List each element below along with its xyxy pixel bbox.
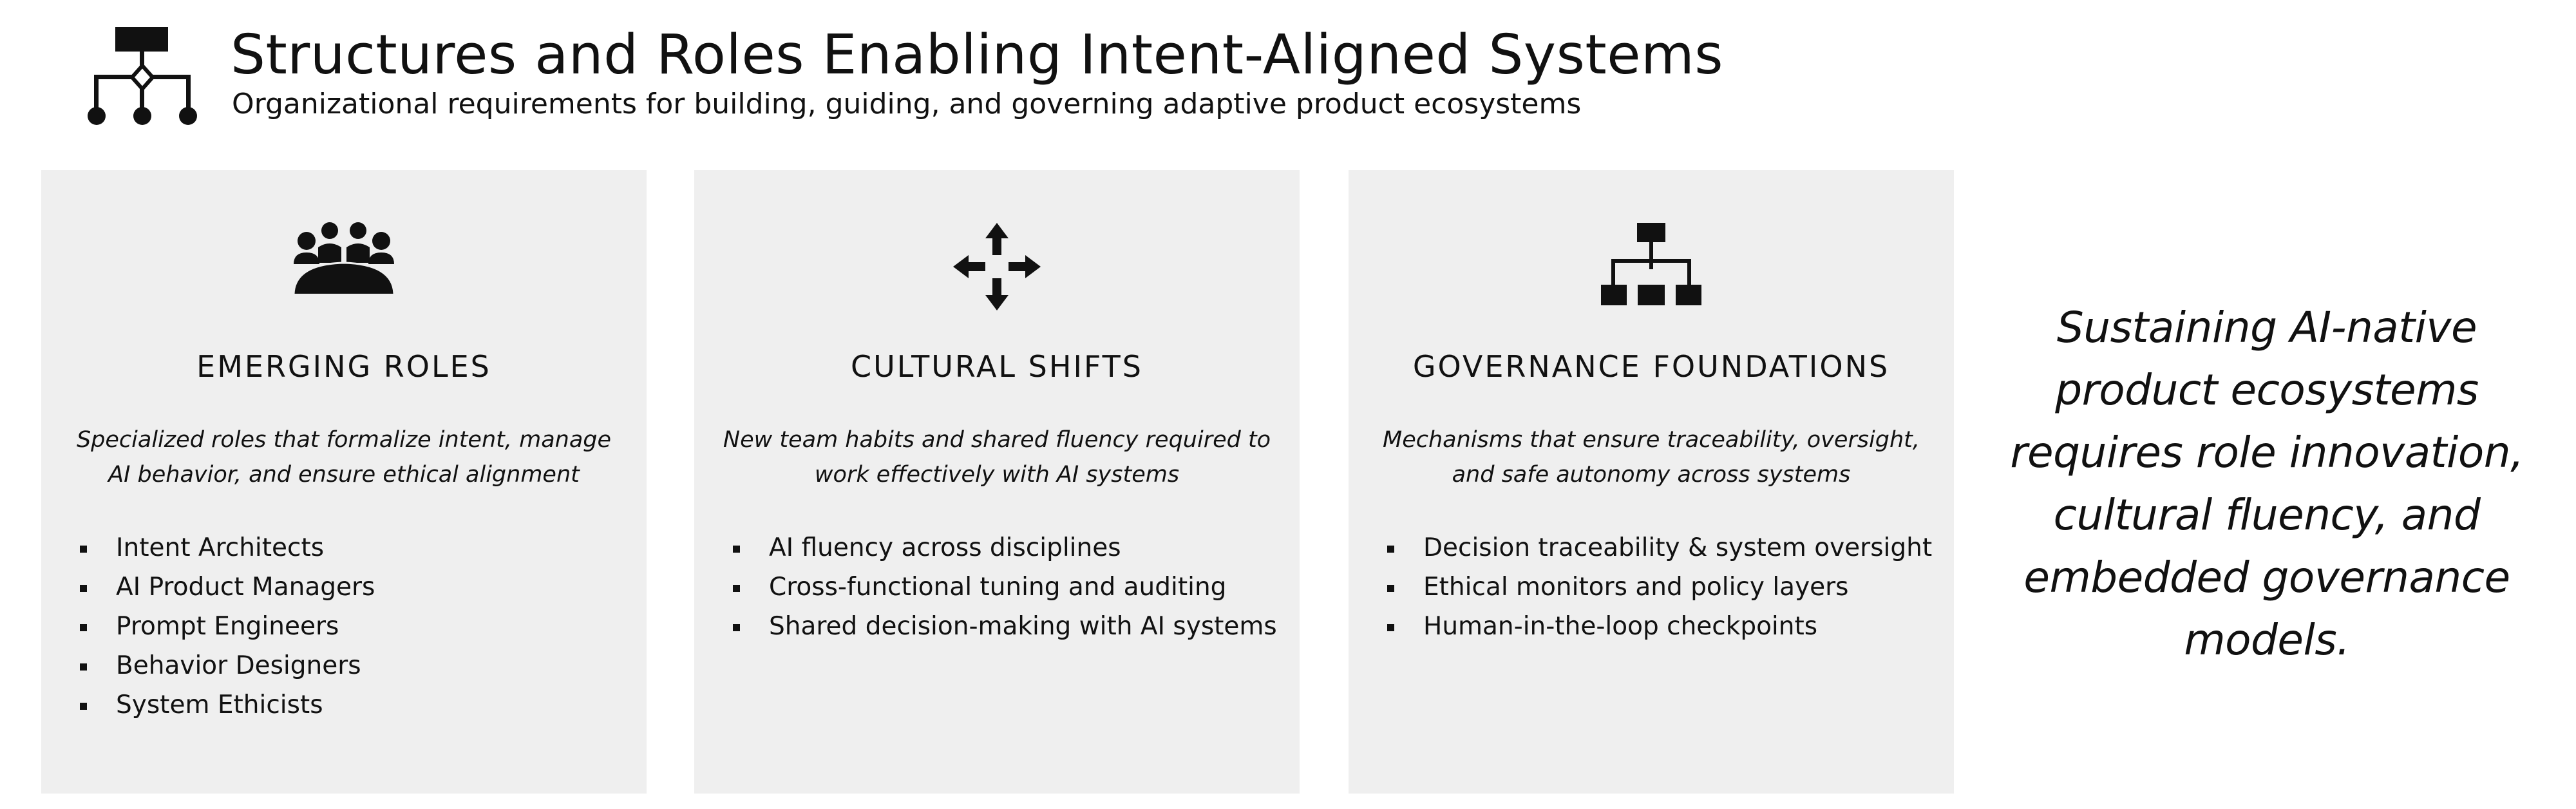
page-subtitle: Organizational requirements for building, guiding, and governing adaptive product ecosystems	[232, 88, 1582, 120]
list-item-label: Shared decision-making with AI systems	[769, 612, 1277, 641]
card-cultural-shifts	[694, 170, 1300, 794]
card-item-list	[80, 528, 634, 725]
card-emerging-roles	[41, 170, 647, 794]
list-item-label: Intent Architects	[116, 533, 325, 562]
header	[0, 0, 2576, 148]
list-item	[80, 567, 634, 607]
list-item	[1387, 607, 1941, 646]
team-group-icon	[41, 222, 647, 318]
bullet-icon	[80, 663, 87, 671]
org-chart-icon	[1349, 222, 1954, 318]
bullet-icon	[80, 546, 87, 553]
card-item-list	[733, 528, 1287, 646]
page-title: Structures and Roles Enabling Intent-Aligned Systems	[231, 23, 1724, 87]
card-title: CULTURAL SHIFTS	[851, 349, 1143, 384]
list-item	[80, 607, 634, 646]
list-item-label: Ethical monitors and policy layers	[1423, 573, 1849, 602]
card-description: Specialized roles that formalize intent, manage AI behavior, and ensure ethical alignment	[76, 427, 612, 488]
card-description: Mechanisms that ensure traceability, oversight, and safe autonomy across systems	[1383, 427, 1920, 488]
list-item-label: Prompt Engineers	[116, 612, 339, 641]
bullet-icon	[80, 624, 87, 631]
list-item-label: Decision traceability & system oversight	[1423, 533, 1933, 562]
list-item	[733, 607, 1287, 646]
list-item	[80, 528, 634, 567]
list-item	[80, 646, 634, 685]
bullet-icon	[1387, 546, 1394, 553]
card-governance-foundations	[1349, 170, 1954, 794]
summary-callout: Sustaining AI-native product ecosystems requires role innovation, cultural fluency, and embedded governance models.	[2010, 303, 2524, 665]
bullet-icon	[733, 546, 740, 553]
bullet-icon	[733, 624, 740, 631]
org-hierarchy-icon	[86, 27, 199, 127]
card-description: New team habits and shared fluency required to work effectively with AI systems	[723, 427, 1271, 488]
list-item-label: Human-in-the-loop checkpoints	[1423, 612, 1818, 641]
bullet-icon	[1387, 585, 1394, 592]
list-item	[733, 528, 1287, 567]
list-item	[1387, 528, 1941, 567]
card-title: EMERGING ROLES	[196, 349, 491, 384]
list-item	[733, 567, 1287, 607]
list-item-label: Cross-functional tuning and auditing	[769, 573, 1227, 602]
list-item	[1387, 567, 1941, 607]
bullet-icon	[80, 703, 87, 710]
list-item-label: AI Product Managers	[116, 573, 375, 602]
bullet-icon	[80, 585, 87, 592]
bullet-icon	[1387, 624, 1394, 631]
bullet-icon	[733, 585, 740, 592]
list-item-label: AI fluency across disciplines	[769, 533, 1121, 562]
card-title: GOVERNANCE FOUNDATIONS	[1412, 349, 1890, 384]
list-item-label: Behavior Designers	[116, 651, 361, 680]
move-arrows-icon	[694, 222, 1300, 318]
card-item-list	[1387, 528, 1941, 646]
list-item	[80, 685, 634, 725]
list-item-label: System Ethicists	[116, 690, 323, 719]
